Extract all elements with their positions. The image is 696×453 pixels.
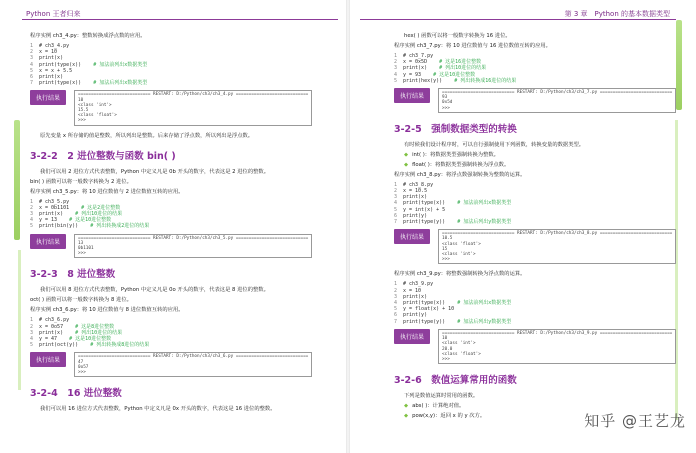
line-number: 3 (394, 65, 398, 72)
line-number: 3 (394, 194, 398, 201)
line-number: 6 (30, 74, 34, 81)
line-number: 1 (30, 43, 34, 49)
code-text: print(hex(y)) (403, 77, 443, 84)
code-comment: # 这是10进位整数 (69, 336, 112, 343)
bullet-item: ◆ pow(x,y)：返回 x 的 y 次方。 (404, 413, 486, 420)
code-listing (394, 281, 684, 324)
output-line: 13 (78, 240, 84, 246)
code-comment: # 这是10进位整数 (433, 71, 476, 78)
code-text: x = 0o57 (39, 323, 64, 330)
line-number: 5 (394, 306, 398, 313)
line-number: 4 (394, 300, 398, 307)
paragraph: 我们可以用 16 进位方式代表整数，Python 中定义凡是 0x 开头的数字，代表这是 16 进位的整数。 (40, 406, 276, 413)
output-line: ============================ RESTART: D:/Python/ch3/ch3_4.py ============================ (78, 92, 309, 98)
example-intro: 程序实例 ch3_5.py：将 10 进位数值与 2 进位数值互转的应用。 (30, 188, 184, 195)
run-result-badge: 执行结果 (30, 234, 66, 249)
output-line: 10.5 (442, 236, 453, 242)
page-edge-decoration (18, 250, 21, 390)
code-listing (30, 43, 326, 86)
code-listing (394, 182, 684, 225)
code-comment: # 这是8进位整数 (75, 323, 115, 330)
output-box (438, 229, 676, 264)
output-line: <class 'float'> (442, 351, 481, 357)
code-comment: # 这是2进位整数 (81, 204, 121, 211)
run-result-badge: 执行结果 (394, 229, 430, 244)
bullet-icon: ◆ (404, 413, 409, 420)
running-header: Python 王者归来 (26, 10, 81, 18)
code-comment: # 加法后列出y数据类型 (457, 318, 512, 325)
line-number: 1 (394, 181, 398, 188)
run-result (30, 352, 326, 377)
code-comment: # 列出转换成8进位的结果 (90, 342, 150, 349)
code-listing (30, 317, 326, 348)
code-line (30, 80, 326, 86)
line-number: 3 (394, 293, 398, 300)
code-text: x = 0x5D (403, 59, 428, 66)
output-line: >>> (442, 257, 450, 263)
line-number: 2 (30, 49, 34, 56)
paragraph: oct( ) 函数可以将一般数字转换为 8 进位。 (30, 297, 132, 304)
paragraph: 我们可以用 8 进位方式代表整数，Python 中定义凡是 0o 开头的数字，代表这是 8 进位的整数。 (40, 287, 269, 294)
code-text: print(x) (403, 65, 428, 72)
code-text: x = 10 (403, 287, 422, 294)
code-comment: # 加法后列出y数据类型 (457, 219, 512, 226)
code-text: print(y) (403, 312, 428, 319)
bullet-item: ◆ abs( )：计算绝对值。 (404, 403, 465, 410)
code-text: y = int(x) + 5 (403, 206, 446, 213)
code-line (394, 219, 684, 225)
line-number: 1 (30, 317, 34, 324)
code-comment: # 加法后列出x数据类型 (93, 80, 148, 87)
output-line: 10 (78, 97, 84, 103)
line-number: 6 (394, 212, 398, 219)
section-heading: 3-2-2 2 进位整数与函数 bin( ) (30, 150, 176, 162)
line-number: 5 (394, 206, 398, 213)
line-number: 5 (30, 342, 34, 349)
line-number: 5 (394, 77, 398, 84)
code-text: x = 10 (39, 49, 58, 56)
run-result (394, 229, 684, 264)
line-number: 3 (30, 211, 34, 218)
bullet-item: ◆ float( )：将数据类型强制转换为浮点数。 (404, 161, 510, 168)
section-heading: 3-2-5 强制数据类型的转换 (394, 123, 517, 135)
output-line: 93 (442, 95, 448, 101)
output-line: ============================ RESTART: D:/Python/ch3/ch3_6.py ============================ (78, 354, 309, 360)
code-text: print(x) (39, 211, 64, 218)
code-comment: # 列出10进位的结果 (75, 211, 123, 218)
paragraph: bin( ) 函数可以将一般数字转换为 2 进位。 (30, 178, 132, 185)
output-box (438, 88, 676, 113)
output-line: 0b1101 (78, 246, 94, 252)
example-intro: 程序实例 ch3_6.py：将 10 进位数值与 8 进位数值互转的应用。 (30, 307, 184, 314)
code-text: print(x) (39, 74, 64, 81)
code-text: print(oct(y)) (39, 342, 79, 349)
code-text: y = 93 (403, 71, 422, 78)
run-result (394, 88, 684, 113)
code-text: # ch3_4.py (39, 43, 70, 49)
line-number: 2 (394, 287, 398, 294)
output-line: ============================ RESTART: D:/Python/ch3/ch3_9.py ============================ (442, 330, 673, 336)
line-number: 7 (394, 318, 398, 325)
code-text: y = float(x) + 10 (403, 306, 455, 313)
bullet-icon: ◆ (404, 151, 409, 158)
code-listing (394, 53, 684, 84)
code-comment: # 这是10进位整数 (69, 217, 112, 224)
paragraph: 我们可以用 2 进位方式代表整数，Python 中定义凡是 0b 开头的数字，代表这是 2 进位的整数。 (40, 168, 270, 175)
code-text: x = 0b1101 (39, 204, 70, 211)
code-text: print(type(x)) (403, 300, 446, 307)
run-result-badge: 执行结果 (30, 90, 66, 105)
code-line (30, 223, 326, 229)
line-number: 2 (30, 323, 34, 330)
code-text: # ch3_5.py (39, 198, 70, 205)
run-result (394, 329, 684, 364)
code-comment: # 这是16进位整数 (439, 59, 482, 66)
output-line: ============================ RESTART: D:/Python/ch3/ch3_8.py ============================ (442, 231, 673, 237)
code-text: print(y) (403, 212, 428, 219)
right-page (350, 0, 696, 453)
code-text: print(type(x)) (39, 61, 82, 68)
code-comment: # 加法前列出x数据类型 (457, 200, 512, 207)
running-header: 第 3 章 Python 的基本数据类型 (564, 10, 670, 18)
code-comment: # 列出10进位的结果 (439, 65, 487, 72)
output-line: >>> (442, 356, 450, 362)
output-line: <class 'float'> (78, 113, 117, 119)
code-text: # ch3_9.py (403, 281, 434, 288)
example-intro: 程序实例 ch3_7.py：将 10 进位数值与 16 进位数值互转的应用。 (394, 43, 551, 49)
run-result-badge: 执行结果 (30, 352, 66, 367)
line-number: 7 (394, 219, 398, 226)
section-heading: 3-2-3 8 进位整数 (30, 269, 116, 281)
output-line: <class 'int'> (442, 341, 476, 347)
line-number: 1 (394, 53, 398, 59)
output-line: <class 'float'> (442, 241, 481, 247)
code-text: print(type(y)) (403, 318, 446, 325)
header-rule (360, 19, 676, 20)
bullet-icon: ◆ (404, 403, 409, 410)
line-number: 7 (30, 80, 34, 87)
line-number: 4 (394, 200, 398, 207)
line-number: 4 (30, 217, 34, 224)
code-listing (30, 199, 326, 230)
line-number: 4 (30, 336, 34, 343)
code-text: y = 13 (39, 217, 58, 224)
section-heading: 3-2-6 数值运算常用的函数 (394, 375, 517, 387)
output-box (438, 329, 676, 364)
output-line: 0x5d (442, 100, 453, 106)
output-line: 15 (442, 246, 448, 252)
output-line: 0o57 (78, 364, 89, 370)
line-number: 3 (30, 329, 34, 336)
output-line: 47 (78, 359, 84, 365)
paragraph: hex( ) 函数可以将一般数字转换为 16 进位。 (404, 33, 511, 39)
output-line: >>> (78, 370, 86, 376)
output-line: >>> (442, 105, 450, 111)
left-page (0, 0, 346, 453)
output-line: <class 'int'> (442, 252, 476, 258)
code-text: # ch3_7.py (403, 53, 434, 59)
output-box (74, 352, 312, 377)
paragraph: 原先变量 x 所存储的值是整数，所以列出是整数。后来存储了浮点数，所以列出是浮点数。 (40, 132, 254, 139)
code-text: print(type(y)) (403, 219, 446, 226)
bullet-icon: ◆ (404, 161, 409, 168)
code-text: print(x) (39, 329, 64, 336)
code-line (30, 342, 326, 348)
code-text: print(type(x)) (403, 200, 446, 207)
left-content (30, 30, 326, 415)
output-line: <class 'int'> (78, 102, 112, 108)
code-text: # ch3_8.py (403, 181, 434, 188)
code-text: print(x) (403, 194, 428, 201)
code-line (394, 319, 684, 325)
paragraph: 有时候我们设计程序时，可以自行强制使用下列函数，转换变量的数据类型。 (404, 141, 585, 148)
line-number: 4 (30, 61, 34, 68)
line-number: 1 (394, 281, 398, 288)
output-line: 10 (442, 336, 448, 342)
code-comment: # 列出10进位的结果 (75, 329, 123, 336)
output-box (74, 90, 312, 125)
line-number: 5 (30, 67, 34, 74)
run-result (30, 90, 326, 125)
line-number: 6 (394, 312, 398, 319)
code-comment: # 加法前列出x数据类型 (93, 61, 148, 68)
section-heading: 3-2-4 16 进位整数 (30, 388, 122, 400)
code-text: print(type(x)) (39, 80, 82, 87)
page-edge-decoration (14, 120, 20, 240)
header-rule (22, 19, 338, 20)
example-intro: 程序实例 ch3_8.py：将浮点数强制转换为整数的运算。 (394, 171, 526, 178)
code-comment: # 列出转换成16进位的结果 (454, 77, 517, 84)
code-text: y = 47 (39, 336, 58, 343)
zhihu-watermark: 知乎 @王艺龙 (584, 412, 686, 430)
code-text: print(x) (39, 55, 64, 62)
right-content (394, 30, 684, 422)
code-text: x = 10.5 (403, 188, 428, 195)
line-number: 4 (394, 71, 398, 78)
line-number: 2 (30, 204, 34, 211)
output-box (74, 234, 312, 259)
code-text: x = x + 5.5 (39, 67, 73, 74)
code-comment: # 加法前列出x数据类型 (457, 300, 512, 307)
code-text: # ch3_6.py (39, 317, 70, 324)
line-number: 1 (30, 198, 34, 205)
line-number: 2 (394, 59, 398, 66)
code-line (394, 78, 684, 84)
output-line: >>> (78, 251, 86, 257)
code-text: print(bin(y)) (39, 223, 79, 230)
example-intro: 程序实例 ch3_4.py：整数转换成浮点数的应用。 (30, 33, 146, 39)
output-line: 20.0 (442, 346, 453, 352)
line-number: 5 (30, 223, 34, 230)
example-intro: 程序实例 ch3_9.py：将整数强制转换为浮点数的运算。 (394, 271, 526, 278)
bullet-item: ◆ int( )：将数据类型强制转换为整数。 (404, 151, 499, 158)
code-comment: # 列出转换成2进位的结果 (90, 223, 150, 230)
paragraph: 下列是数值运算时常用的函数。 (404, 393, 479, 400)
line-number: 2 (394, 188, 398, 195)
run-result (30, 234, 326, 259)
code-text: print(x) (403, 293, 428, 300)
output-line: ============================ RESTART: D:/Python/ch3/ch3_7.py ============================ (442, 90, 673, 96)
run-result-badge: 执行结果 (394, 88, 430, 103)
output-line: >>> (78, 118, 86, 124)
run-result-badge: 执行结果 (394, 329, 430, 344)
output-line: 15.5 (78, 108, 89, 114)
line-number: 3 (30, 55, 34, 62)
output-line: ============================ RESTART: D:/Python/ch3/ch3_5.py ============================ (78, 235, 309, 241)
